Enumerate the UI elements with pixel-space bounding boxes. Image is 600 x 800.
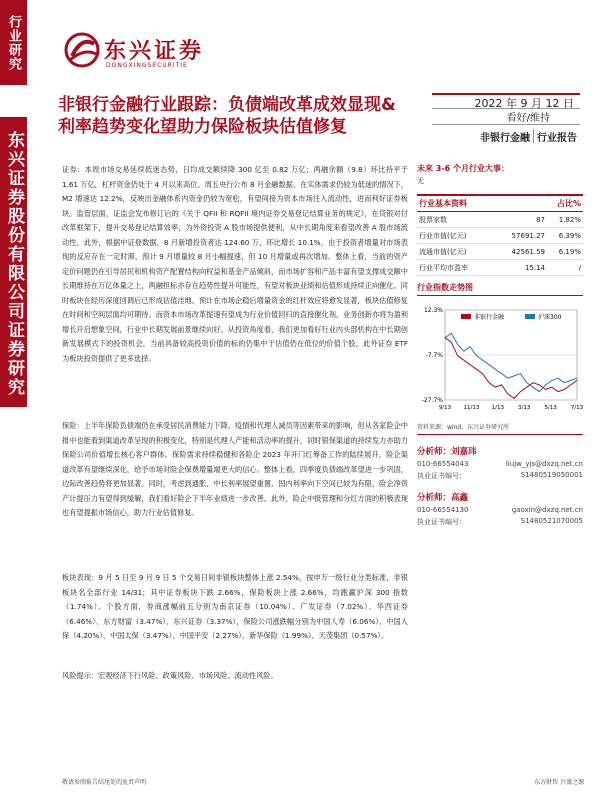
cell-pct: 1.82% [558, 215, 581, 224]
cell-pct: 6.19% [558, 247, 581, 256]
x-tick-label: 9/13 [438, 405, 452, 411]
future-events-label: 未来 3-6 个月行业大事： [417, 164, 510, 173]
analyst-phone: 010-66554130 [417, 506, 469, 514]
series-line-1 [445, 333, 577, 392]
index-chart-svg [417, 300, 583, 420]
tag-type: 行业报告 [537, 133, 577, 144]
sidebar [0, 0, 27, 800]
summary-insurance: 保险：上半年保险负债端仍在承受居民消费能力下降、疫情和代理人减员等因素带来的影响，但从各家险企中报中也能看到渠道改革呈现的积极变化，特别是代理人产能和活动率的提升，同时银保渠道的持续发力亦助力保险公司价值增长核心客户群体。保险需求持续稳健和各险企 2023 年开门红筹备工作的陆续展开，险企渠道改革有望继续深化，给予市场对险企保费增量端更大的信心。整体上看，四季度负债端改革望进一步巩固，边际改善趋势将更加显著。同时，考虑到通胀、中长利率展望重置、国内利率向下空间已较为有限，险企净资产计提压力有望得到缓解，我们看好险企下半年业绩进一步改善。此外，险企中报管理和分红方面的积极表现也有望提振市场信心，助力行业估值修复。 [62, 421, 408, 517]
chart-source: 资料来源：wind、东兴证券研究所 [417, 422, 583, 435]
y-tick-label: -7.7% [425, 352, 443, 359]
analyst-phone: 010-66554043 [417, 460, 469, 468]
analyst-cert-label: 执业证书编号： [417, 472, 466, 480]
analyst-name: 分析师：高鑫 [417, 493, 469, 503]
market-table-title: 行业基本资料 [419, 199, 467, 208]
cell-name: 行业市值(亿元) [419, 231, 467, 240]
report-meta [432, 93, 580, 144]
rating: 看好/维持 [432, 109, 580, 125]
footer [62, 777, 584, 786]
summary-securities: 证券：本周市场交易延续低迷态势，日均成交额续降 300 亿至 0.82 万亿；两融余额（9.8）环比持平于 1.61 万亿，杠杆资金仍处于 4 月以来高位。周五央行公布 8 月金融数据，在实体需求仍较为低迷的情况下，M2 增速达 12.2%，反映出金融体系内资金仍较为宽松，有望间接为资本市场注入流动性，进而利好证券板块。监管层面，证监会发布修订后的《关于 QFII 和 RQFII 境内证券交易登记结算业务的规定》，在货银对付改革框架下，提升交易登记结算效率，为外资投资 A 股市场提供便利，从中长期角度来看望改善 A 股市场流动性。此外，根据中证登数据，8 月新增投资者达 124.60 万，环比增长 10.1%，由于投资者增量对市场表现的反应存在一定时滞，预计 9 月增量较 8 月小幅提速，但 10 月增量或再次增加。整体上看，当前的资产定价问题仍在引导居民和机构资产配置结构向权益和基金产品倾斜，而市场扩容和产品丰富有望支撑成交额中长期维持在万亿体量之上，两融担标亦存在趋势性提升可能性，有望对板块业绩和估值形成持续正向催化。同时板块在经历深度回调后已形成估值洼地。预计在市场企稳后增量资金的红杆效应将愈发显著，板块估值修复在时间和空间层面均可期待。而资本市场改革提速有望成为行业价值回归的直接催化剂，业务创新亦将为盈利增长开启想象空间，行业中长期发展前景继续向好。从投资角度看，我们更加看好行业内头部机构在中长期创新发展模式下的投资机会，当前具备较高投资价值的标的仍集中于估值仍在低位的价值个股，此外证券 ETF 为板块投资提供了更多选择。 [62, 165, 408, 363]
analyst-email[interactable]: gaoxin@dxzq.net.cn [511, 506, 583, 514]
cell-pct: / [578, 263, 581, 272]
analyst-cert-label: 执业证书编号： [417, 518, 466, 526]
slogan: 东方财智 兴盛之源 [534, 779, 584, 786]
cell-name: 股票家数 [419, 215, 447, 224]
risk-warning: 风险提示：宏观经济下行风险、政策风险、市场风险、流动性风险。 [62, 671, 278, 680]
series-line-0 [445, 338, 577, 399]
analyst-contact [417, 506, 583, 514]
logo-mark-icon [62, 30, 102, 70]
analyst-email[interactable]: liujw_yjs@dxzq.net.cn [505, 460, 583, 468]
x-tick-label: 1/13 [491, 405, 504, 411]
market-table-header [417, 194, 583, 212]
analysts [417, 445, 583, 527]
y-tick-label: 12.3% [423, 307, 443, 314]
cell-value: 42561.59 [511, 247, 545, 256]
y-tick-label: -27.7% [421, 397, 443, 404]
right-column [417, 163, 583, 527]
company-label: 东兴证券股份有限公司证券研究 [0, 117, 27, 407]
analyst-cert [417, 471, 583, 481]
tag-industry: 非银行金融 [480, 133, 530, 144]
cell-name: 流通市值(亿元) [419, 247, 467, 256]
analyst-cert-no: S1480519050001 [520, 471, 583, 479]
chart-title: 行业指数走势图 [417, 282, 583, 296]
analyst-name: 分析师：刘嘉玮 [417, 447, 477, 457]
cell-value: 15.14 [524, 263, 545, 272]
table-row [417, 228, 583, 244]
analyst-block [417, 445, 583, 481]
disclaimer: 敬请参阅报告结尾处的免责声明 [62, 779, 147, 786]
table-row [417, 260, 583, 276]
x-tick-label: 11/13 [463, 405, 480, 411]
tag-row [432, 129, 580, 144]
market-table-pct: 占比% [556, 199, 581, 208]
x-tick-label: 7/13 [570, 405, 583, 411]
cell-name: 行业平均市盈率 [419, 263, 468, 272]
report-date: 2022 年 9 月 12 日 [432, 93, 580, 109]
table-row [417, 212, 583, 228]
summary-performance: 板块表现：9 月 5 日至 9 月 9 日 5 个交易日间非银板块整体上涨 2.54%，按申万一级行业分类标准，非银板块名全部行业 14/31；其中证券板块下跌 2.66%，保险板块上涨 2.66%，均跑赢沪深 300 指数（1.74%）。个股方面，券商涨幅前五分别为南京证券（10.04%）、广发证券（7.02%）、华西证券（6.46%）、东方财富（3.47%）、东兴证券（3.37%），保险公司涨跌幅分别为中国人寿（6.06%）、中国人保（4.20%）、中国太保（3.47%）、中国平安（2.27%）、新华保险（1.99%）、天茂集团（0.57%）。 [62, 573, 408, 640]
summary [62, 163, 408, 685]
future-events-value: 无 [417, 177, 424, 185]
analyst-contact [417, 460, 583, 468]
cell-value: 87 [536, 215, 545, 224]
analyst-cert [417, 517, 583, 527]
report-title: 非银行金融行业跟踪：负债端改革成效显现&利率趋势变化望助力保险板块估值修复 [58, 95, 396, 137]
category-label: 行业研究 [0, 0, 27, 85]
market-table [417, 212, 583, 276]
analyst-cert-no: S1480521070005 [520, 517, 583, 525]
analyst-block [417, 491, 583, 527]
legend-swatch [461, 314, 471, 319]
legend-label: 沪深300 [538, 314, 562, 321]
legend-label: 非银行金融 [474, 314, 505, 321]
logo [62, 28, 262, 78]
index-chart [417, 300, 583, 420]
x-tick-label: 5/13 [544, 405, 557, 411]
legend-swatch [525, 314, 535, 319]
logo-sub: DONGXINGSECURITIE [106, 62, 188, 69]
logo-name: 东兴证券 [104, 39, 205, 64]
cell-pct: 6.39% [558, 231, 581, 240]
x-tick-label: 3/13 [518, 405, 531, 411]
table-row [417, 244, 583, 260]
cell-value: 57691.27 [511, 231, 545, 240]
